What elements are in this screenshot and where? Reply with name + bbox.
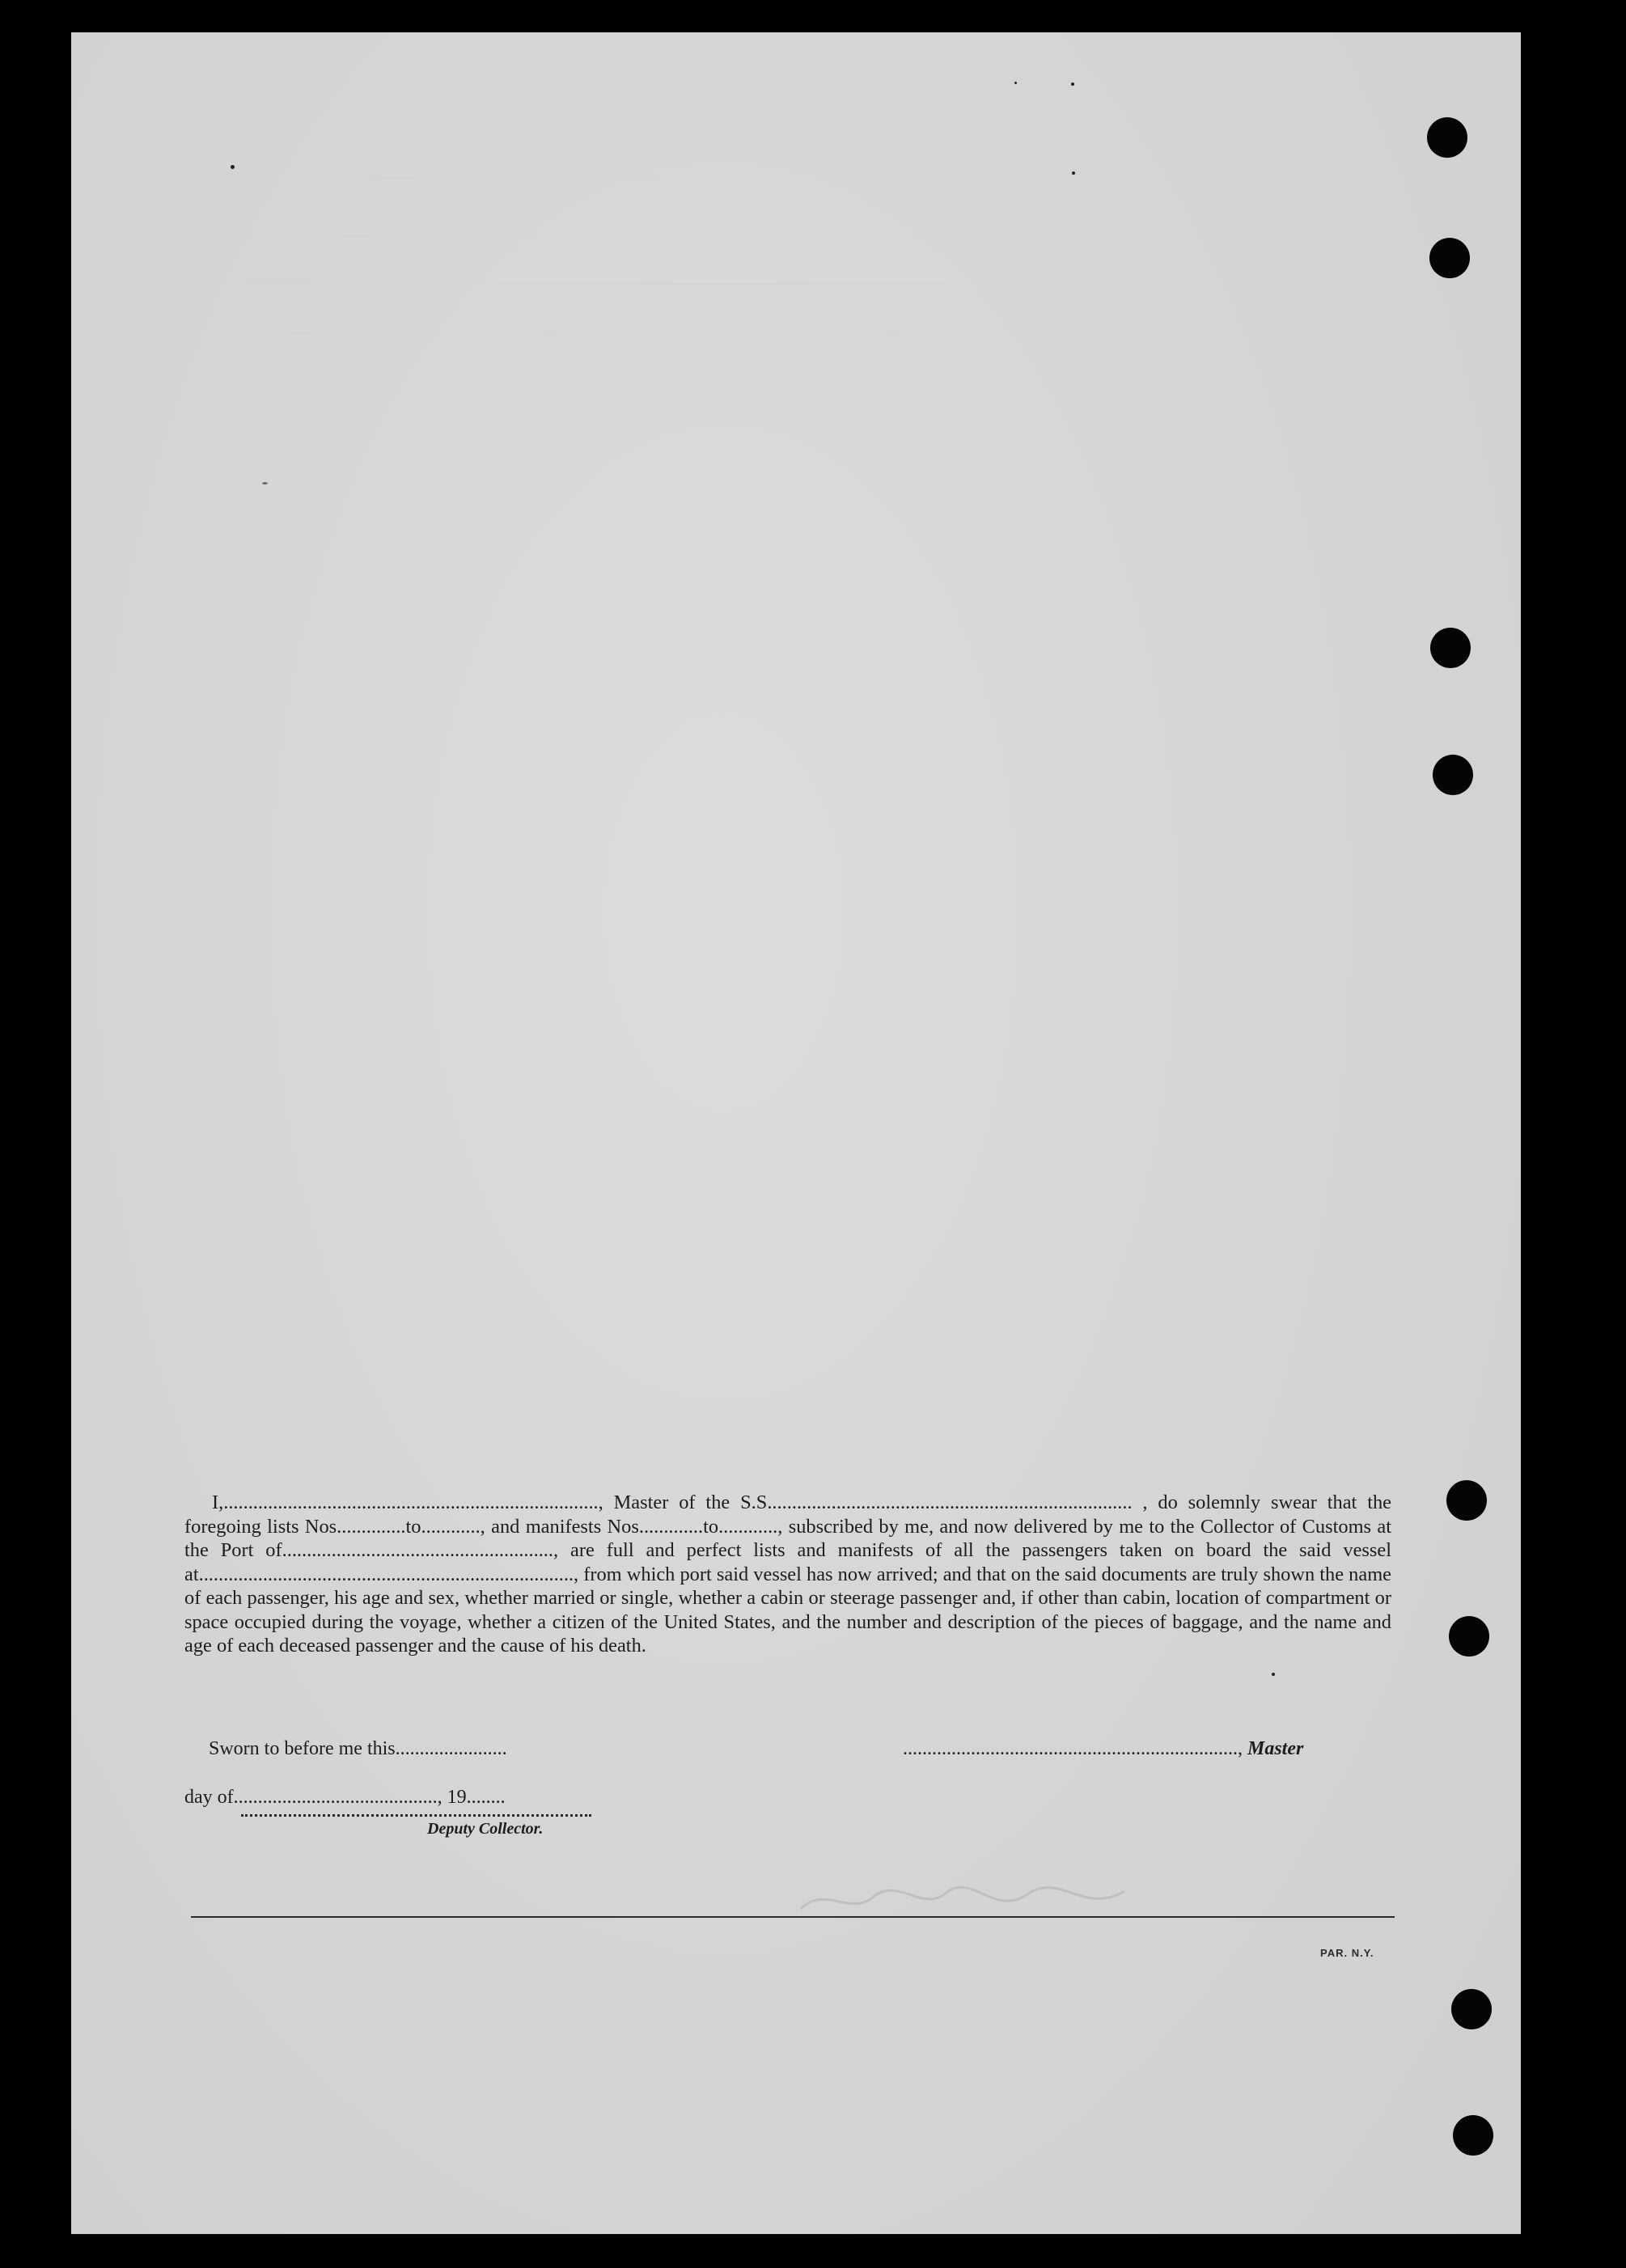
bleed-through-ghost — [314, 129, 1042, 388]
punch-hole — [1446, 1480, 1487, 1521]
punch-hole — [1451, 1989, 1492, 2029]
punch-hole — [1449, 1616, 1489, 1657]
punch-hole — [1429, 238, 1470, 278]
day-of-text: day of.........................................., 19........ — [184, 1787, 506, 1808]
deputy-signature-rule — [241, 1814, 591, 1817]
punch-hole — [1430, 628, 1471, 668]
dust-speck — [1071, 83, 1074, 86]
bottom-rule — [191, 1916, 1395, 1918]
printer-mark: PAR. N.Y. — [1320, 1947, 1374, 1959]
punch-hole — [1427, 117, 1467, 158]
punch-hole — [1453, 2115, 1493, 2156]
dust-speck — [1014, 82, 1017, 84]
sworn-line — [209, 1738, 507, 1760]
faint-handwriting — [793, 1877, 1133, 1925]
dust-speck — [1272, 1673, 1275, 1676]
dust-speck — [231, 165, 235, 169]
master-oath-paragraph — [184, 1491, 1391, 1658]
sworn-text: Sworn to before me this....................... — [209, 1738, 507, 1759]
punch-hole — [1433, 755, 1473, 795]
dust-speck — [1072, 171, 1075, 175]
master-signature-line — [903, 1738, 1303, 1760]
deputy-collector-label: Deputy Collector. — [427, 1820, 544, 1838]
document-page — [71, 32, 1521, 2234]
master-label: Master — [1247, 1738, 1304, 1759]
day-of-line — [184, 1787, 506, 1809]
dust-speck — [262, 482, 268, 484]
master-dots: ....................................................................., — [903, 1738, 1243, 1759]
oath-text: I,............................................................................, Master of the S.S.......................................................................... , do solemnly swear that the foregoing lists Nos..............to............, and manifests Nos.............to............, subscribed by me, and now delivered by me to the Collector of Customs at the Port of......................................................., are full and perfect lists and manifests of all the passengers taken on board the said vessel at............................................................................, from which port said vessel has now arrived; and that on the said documents are truly shown the name of each passenger, his age and sex, whether married or single, whether a cabin or steerage passenger and, if other than cabin, location of compartment or space occupied during the voyage, whether a citizen of the United States, and the number and description of the pieces of baggage, and the name and age of each deceased passenger and the cause of his death. — [184, 1492, 1391, 1657]
